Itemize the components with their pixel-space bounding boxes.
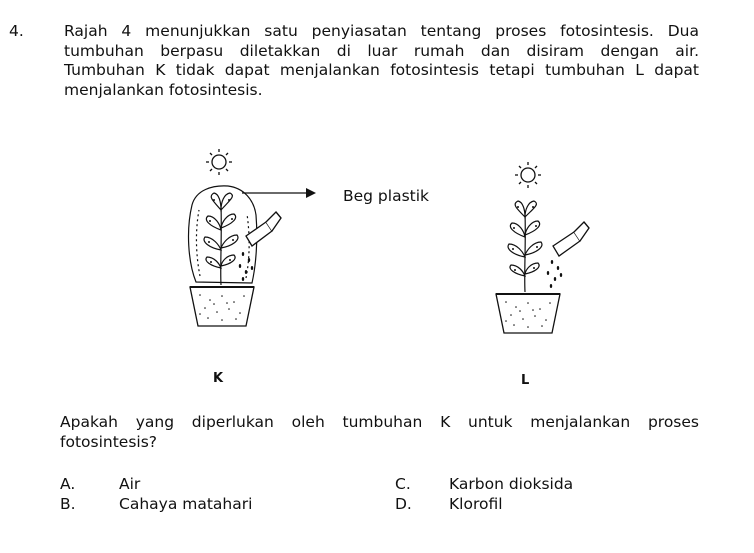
plant-k bbox=[204, 193, 238, 285]
water-drops-l bbox=[547, 260, 562, 288]
plant-l-label: L bbox=[521, 373, 530, 388]
option-a-letter[interactable]: A. bbox=[60, 475, 76, 493]
pot-l bbox=[496, 294, 560, 333]
stem-line-3: Tumbuhan K tidak dapat menjalankan fotosintesis tetapi tumbuhan L dapat bbox=[64, 61, 699, 79]
soil-l bbox=[505, 301, 551, 328]
water-drops-k bbox=[239, 252, 253, 281]
plastic-bag-k bbox=[189, 186, 257, 283]
stem-line-4: menjalankan fotosintesis. bbox=[64, 80, 263, 99]
arrow-to-bag-label bbox=[242, 188, 316, 198]
option-c-letter[interactable]: C. bbox=[395, 475, 411, 493]
stem-line-1: Rajah 4 menunjukkan satu penyiasatan tentang proses fotosintesis. Dua bbox=[64, 22, 699, 40]
option-b-text[interactable]: Cahaya matahari bbox=[119, 495, 253, 513]
option-b-letter[interactable]: B. bbox=[60, 495, 76, 513]
soil-k bbox=[199, 294, 245, 321]
question-prompt bbox=[60, 413, 699, 452]
sun-icon-l bbox=[515, 162, 541, 188]
stem-line-2: tumbuhan berpasu diletakkan di luar rumah dan disiram dengan air. bbox=[64, 41, 699, 60]
question-number: 4. bbox=[9, 22, 24, 40]
prompt-line-1: Apakah yang diperlukan oleh tumbuhan K untuk menjalankan proses bbox=[60, 413, 699, 431]
watering-can-spout-k bbox=[246, 212, 281, 246]
question-stem bbox=[64, 22, 699, 100]
plastic-bag-label: Beg plastik bbox=[343, 187, 430, 205]
option-d-letter[interactable]: D. bbox=[395, 495, 412, 513]
plant-k-label: K bbox=[213, 371, 224, 386]
watering-can-spout-l bbox=[553, 222, 589, 256]
plant-l bbox=[508, 201, 542, 292]
option-d-text[interactable]: Klorofil bbox=[449, 495, 503, 513]
prompt-line-2: fotosintesis? bbox=[60, 432, 158, 451]
pot-k bbox=[190, 287, 254, 326]
sun-icon-k bbox=[206, 149, 232, 175]
option-a-text[interactable]: Air bbox=[119, 475, 141, 493]
option-c-text[interactable]: Karbon dioksida bbox=[449, 475, 574, 493]
